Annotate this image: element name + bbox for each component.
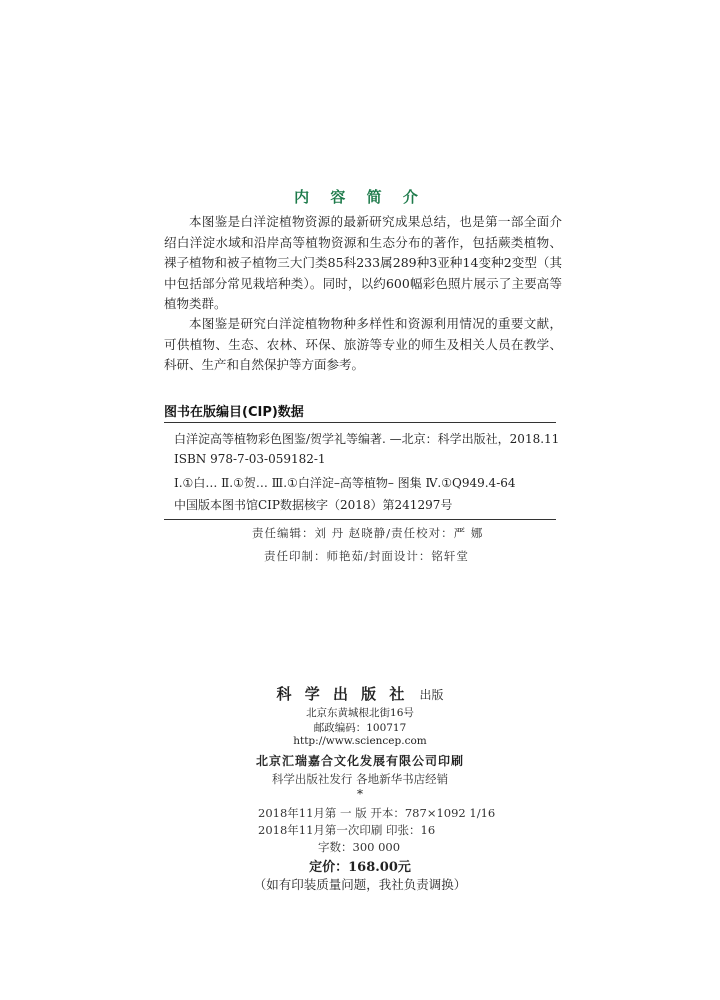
- printer-name: 北京汇瑞嘉合文化发展有限公司印刷: [255, 754, 464, 768]
- edition-line: 2018年11月第 一 版 开本：787×1092 1/16: [258, 806, 496, 820]
- separator-star: *: [357, 787, 363, 801]
- cip-line-title: 白洋淀高等植物彩色图鉴/贺学礼等编著. —北京：科学出版社，2018.11: [174, 432, 560, 446]
- publisher-address: 北京东黄城根北街16号: [306, 707, 414, 719]
- publisher-name: 科 学 出 版 社: [276, 685, 409, 703]
- section-title: 内 容 简 介: [294, 188, 426, 206]
- price: 定价：168.00元: [309, 860, 411, 875]
- publisher-suffix: 出版: [419, 688, 444, 702]
- summary-paragraph-1: 本图鉴是白洋淀植物资源的最新研究成果总结，也是第一部全面介绍白洋淀水域和沿岸高等植物资源和生态分布的著作，包括蕨类植物、裸子植物和被子植物三大门类85科233属289种3亚种14变种2变型（其中包括部分常见栽培种类）。同时，以约600幅彩色照片展示了主要高等植物类群。: [164, 214, 562, 311]
- cip-line-classification: Ⅰ.①白… Ⅱ.①贺… Ⅲ.①白洋淀–高等植物– 图集 Ⅳ.①Q949.4-64: [174, 476, 516, 490]
- print-line: 2018年11月第一次印刷 印张：16: [258, 823, 436, 837]
- staff-production: 责任印制：师艳茹/封面设计：铭轩堂: [264, 549, 469, 563]
- publisher-line: [0, 683, 720, 704]
- distribution-line: 科学出版社发行 各地新华书店经销: [271, 772, 449, 786]
- staff-editors: 责任编辑：刘 丹 赵晓静/责任校对：严 娜: [252, 526, 484, 540]
- quality-note: （如有印装质量问题，我社负责调换）: [253, 877, 467, 892]
- summary-paragraph-2: 本图鉴是研究白洋淀植物物种多样性和资源利用情况的重要文献，可供植物、生态、农林、环保、旅游等专业的师生及相关人员在教学、科研、生产和自然保护等方面参考。: [164, 316, 562, 372]
- word-count: 字数：300 000: [318, 840, 401, 854]
- publisher-website: http://www.sciencep.com: [293, 735, 427, 747]
- cip-line-isbn: ISBN 978-7-03-059182-1: [174, 452, 326, 466]
- publisher-postcode: 邮政编码：100717: [313, 722, 407, 734]
- cip-header: 图书在版编目(CIP)数据: [164, 405, 304, 420]
- cip-line-record-number: 中国版本图书馆CIP数据核字（2018）第241297号: [174, 498, 453, 512]
